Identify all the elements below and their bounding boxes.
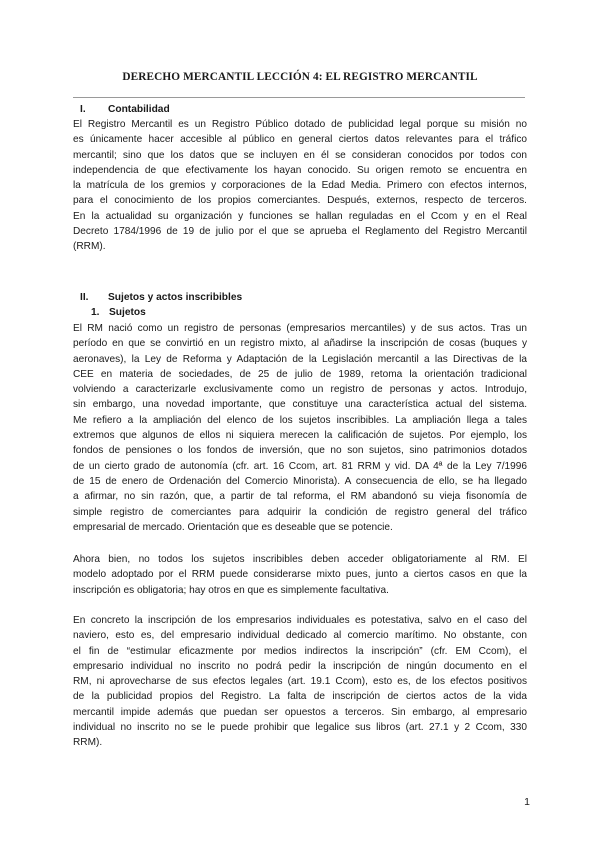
section-heading-sujetos-actos <box>80 290 242 305</box>
text-line: El RM nació como un registro de personas (empresarios mercantiles) y de sus actos. Tras un <box>73 323 527 334</box>
text-line: El Registro Mercantil es un Registro Público dotado de publicidad legal porque su misión no <box>73 119 527 130</box>
paragraph-sujetos <box>73 321 527 535</box>
text-line: sin embargo, una novedad importante, que constituye una característica actual del sistema. <box>73 399 527 411</box>
text-line: de la publicidad propios del Registro. La falta de inscripción de ciertos actos de la vida <box>73 691 527 703</box>
text-line: mercantil impide además que puedan ser opuestos a terceros. Sin embargo, al empresario <box>73 706 527 718</box>
text-line: aeronaves), la Ley de Reforma y Adaptación de la Legislación mercantil a las Directivas de la <box>73 353 527 365</box>
text-line: Me refiero a la ampliación del elenco de los sujetos inscribibles. La ampliación llega a tales <box>73 414 527 426</box>
text-line: extremos que algunos de ellos ni siquiera merecen la calificación de sujetos. Por ejemplo, los <box>73 430 527 442</box>
text-line: de un cierto grado de autonomía (cfr. art. 16 Ccom, art. 81 RRM y vid. DA 4ª de la Ley 7/1996 <box>73 460 527 472</box>
document-title: DERECHO MERCANTIL LECCIÓN 4: EL REGISTRO MERCANTIL <box>122 71 478 83</box>
text-line: RM, ni aprovecharse de sus efectos legales (art. 19.1 Ccom), esto es, de los efectos positivos <box>73 676 527 688</box>
text-line: período en que se convirtió en un registro mixto, al añadirse la inscripción de cosas (buques y <box>73 338 527 350</box>
text-line: empresario individual no inscrito no podrá pedir la inscripción de ningún documento en el <box>73 660 527 672</box>
paragraph-contabilidad <box>73 117 527 255</box>
text-line: el fin de “estimular eficazmente por medios indirectos la inscripción” (cfr. EM Ccom), el <box>73 645 527 657</box>
text-line: En concreto la inscripción de los empresarios individuales es potestativa, salvo en el caso del <box>73 615 527 626</box>
text-line: es únicamente hacer accesible al público en general ciertos datos relevantes para el tráfico <box>73 134 527 146</box>
section-number: I. <box>80 104 86 115</box>
section-number: II. <box>80 292 89 303</box>
text-line: fondos de pensiones o los fondos de inversión, que no son sujetos, sino patrimonios dotados <box>73 445 527 457</box>
paragraph-ahora-bien <box>73 552 527 598</box>
subsection-heading-sujetos <box>91 305 146 320</box>
section-title: Sujetos y actos inscribibles <box>108 292 243 303</box>
text-line: de 15 de enero de Ordenación del Comercio Minorista). A consecuencia de ello, se ha llegado <box>73 475 527 487</box>
text-line: inscripción es obligatoria; hay otros en que es simplemente facultativa. <box>73 584 389 596</box>
subsection-title: Sujetos <box>109 307 146 318</box>
text-line: simple registro de comerciantes para adquirir la condición de registro general del tráfico <box>73 506 527 518</box>
text-line: mercantil; sino que los datos que se incluyen en él se consideran conocidos por todos con <box>73 149 527 161</box>
text-line: individual no inscrito no se le puede prohibir que legalice sus libros (art. 27.1 y 2 Ccom, 330 <box>73 722 527 734</box>
text-line: modelo adoptado por el RRM puede considerarse mixto pues, junto a ciertos casos en que la <box>73 569 527 581</box>
paragraph-en-concreto <box>73 613 527 751</box>
section-heading-contabilidad <box>80 102 170 117</box>
text-line: independencia de que efectivamente los hayan conocido. Su origen remoto se encuentra en <box>73 164 527 176</box>
text-line: para el conocimiento de los propios comerciantes. Después, externos, respecto de terceros. <box>73 195 527 207</box>
text-line: Decreto 1784/1996 de 19 de julio por el que se aprueba el Reglamento del Registro Mercantil <box>73 226 527 238</box>
text-line: la matrícula de los gremios y corporaciones de la Edad Media. Primero con efectos internos, <box>73 180 527 192</box>
section-title: Contabilidad <box>108 104 170 115</box>
text-line: empresarial de mercado. Orientación que es deseable que se potencie. <box>73 521 393 533</box>
text-line: En la actualidad su organización y funciones se hallan reguladas en el Ccom y en el Real <box>73 210 527 222</box>
text-line: CEE en materia de sociedades, de 25 de julio de 1989, retoma la orientación tradicional <box>73 368 527 380</box>
text-line: a afirmar, no sin razón, que, a partir de tal reforma, el RM abandonó su vieja fisonomía de <box>73 491 527 503</box>
page-number: 1 <box>524 796 530 808</box>
text-line: (RRM). <box>73 241 106 253</box>
subsection-number: 1. <box>91 307 100 318</box>
text-line: RRM). <box>73 737 103 749</box>
text-line: Ahora bien, no todos los sujetos inscribibles deben acceder obligatoriamente al RM. El <box>73 554 527 565</box>
text-line: volviendo a caracterizarle exclusivamente como un registro de personas y actos. Introdujo, <box>73 384 527 396</box>
title-divider <box>73 97 525 98</box>
text-line: naviero, esto es, del empresario individual dedicado al comercio marítimo. No obstante, con <box>73 630 527 642</box>
